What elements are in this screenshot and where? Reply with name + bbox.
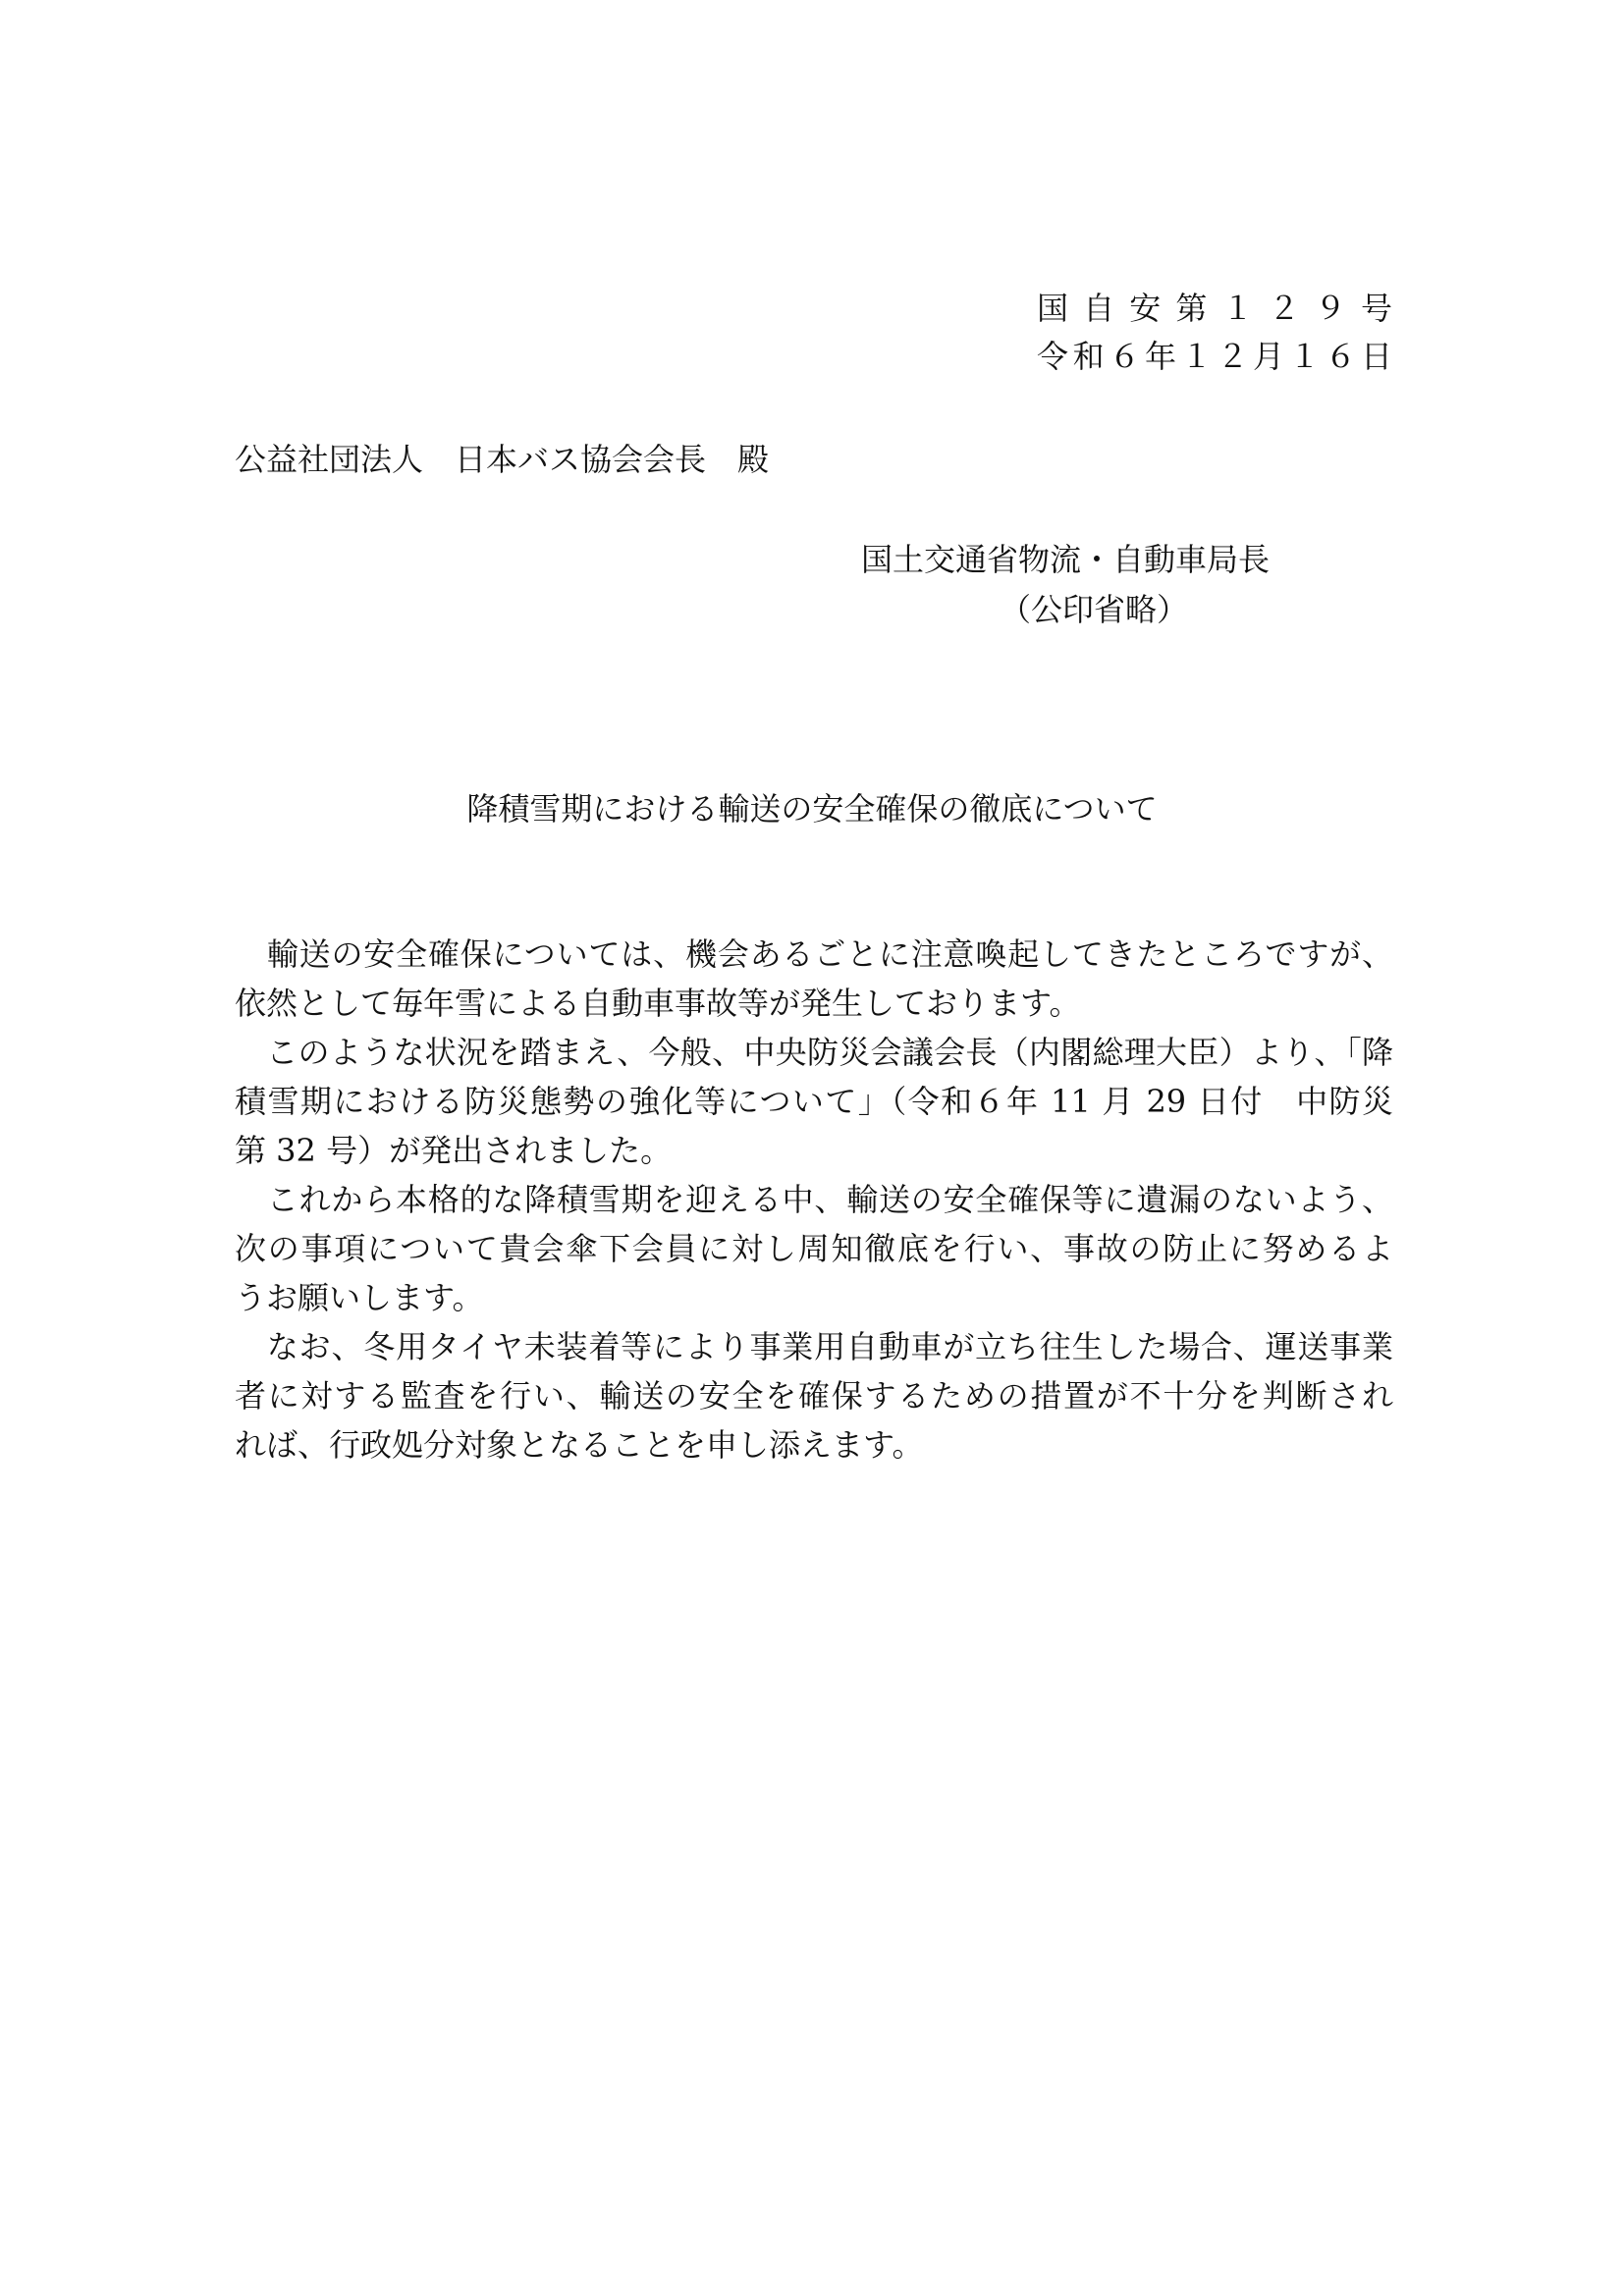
body-line: れば、行政処分対象となることを申し添えます。: [235, 1426, 924, 1464]
seal-note: （公印省略）: [1000, 591, 1189, 628]
body-line: これから本格的な降積雪期を迎える中、輸送の安全確保等に遺漏のないよう、: [235, 1181, 1393, 1218]
body-line: 次の事項について貴会傘下会員に対し周知徹底を行い、事故の防止に努めるよ: [235, 1230, 1393, 1267]
document-body: [235, 930, 1393, 1469]
recipient: 公益社団法人 日本バス協会会長 殿: [235, 441, 770, 478]
body-line: 者に対する監査を行い、輸送の安全を確保するための措置が不十分を判断され: [235, 1377, 1393, 1415]
body-line: うお願いします。: [235, 1279, 484, 1316]
document-date: 令和６年１２月１６日: [1037, 338, 1392, 375]
body-line: 第 32 号）が発出されました。: [235, 1132, 673, 1169]
sender-name: 国土交通省物流・自動車局長: [861, 541, 1271, 578]
body-line: 積雪期における防災態勢の強化等について」（令和６年 11 月 29 日付 中防災: [235, 1083, 1393, 1120]
body-line: このような状況を踏まえ、今般、中央防災会議会長（内閣総理大臣）より、「降: [235, 1034, 1393, 1071]
body-line: なお、冬用タイヤ未装着等により事業用自動車が立ち往生した場合、運送事業: [235, 1328, 1393, 1365]
document-subject: 降積雪期における輸送の安全確保の徹底について: [466, 790, 1158, 828]
document-number: 国 自 安 第 １ ２ ９ 号: [1037, 290, 1392, 327]
body-line: 輸送の安全確保については、機会あるごとに注意喚起してきたところですが、: [235, 935, 1393, 973]
body-line: 依然として毎年雪による自動車事故等が発生しております。: [235, 985, 1081, 1022]
